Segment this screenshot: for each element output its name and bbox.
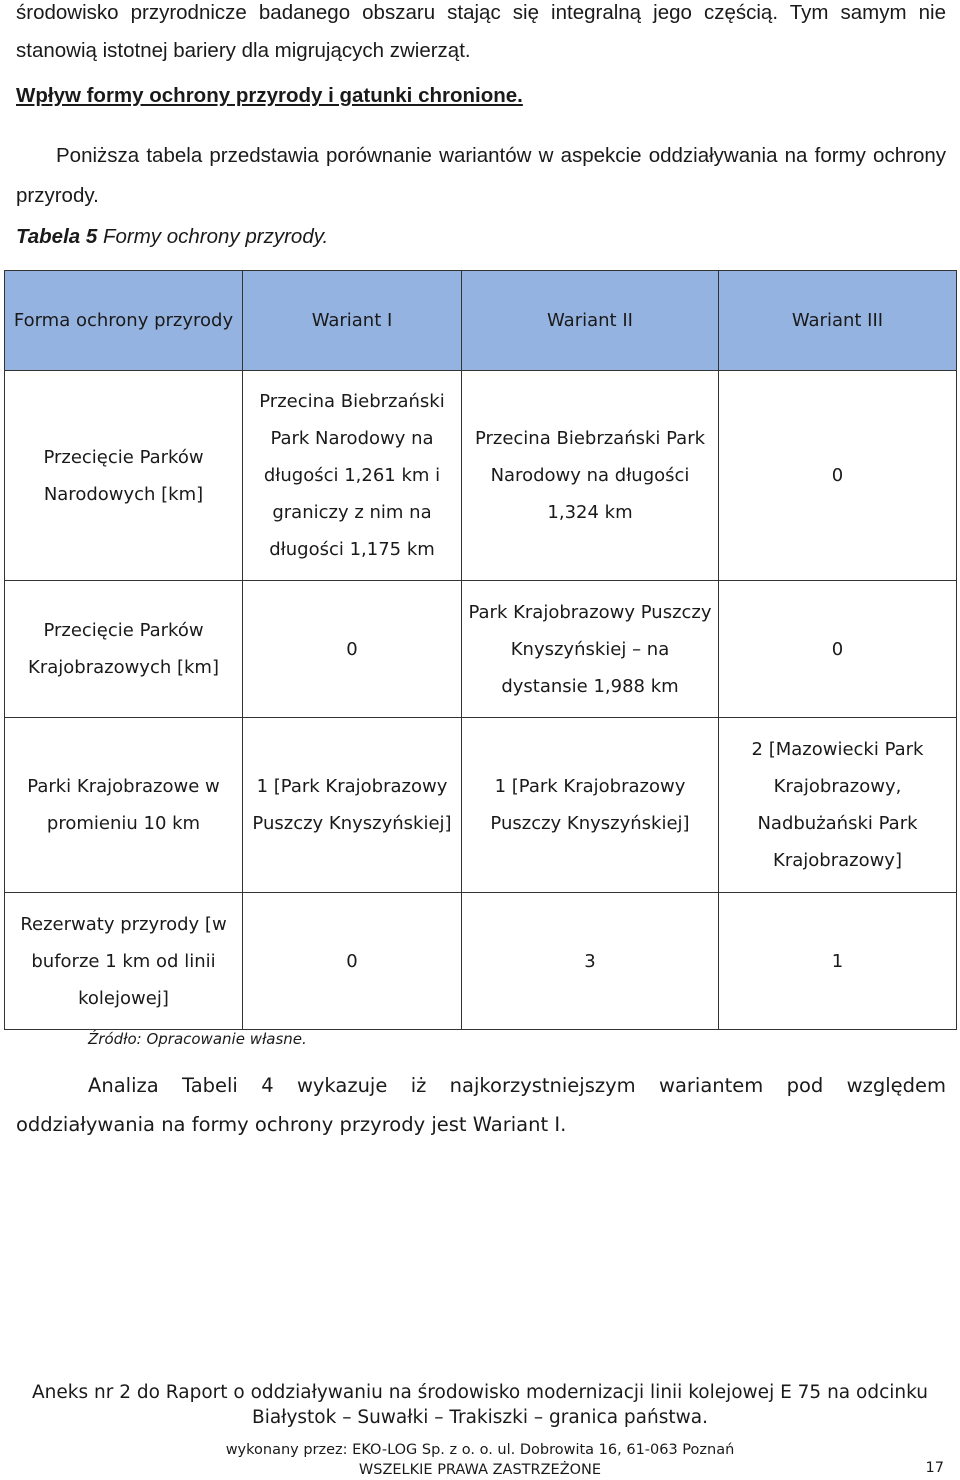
header-variant-3: Wariant III <box>719 271 957 371</box>
page-number: 17 <box>925 1460 944 1476</box>
table-caption-text: Formy ochrony przyrody. <box>97 225 329 248</box>
top-paragraph-line2: stanowią istotnej bariery dla migrujących zwierząt. <box>16 39 471 62</box>
nature-protection-table <box>4 270 957 1030</box>
cell-variant-2: Park Krajobrazowy Puszczy Knyszyńskiej – na dystansie 1,988 km <box>462 581 719 718</box>
cell-variant-1: 0 <box>243 581 462 718</box>
row-label: Przecięcie Parków Krajobrazowych [km] <box>5 581 243 718</box>
footer-title-line2: Białystok – Suwałki – Trakiszki – granica państwa. <box>252 1407 708 1428</box>
footer-credits <box>0 1440 960 1480</box>
header-variant-2: Wariant II <box>462 271 719 371</box>
top-paragraph-line1: środowisko przyrodnicze badanego obszaru stając się integralną jego częścią. Tym samym nie <box>16 1 946 24</box>
header-variant-1: Wariant I <box>243 271 462 371</box>
cell-variant-3: 2 [Mazowiecki Park Krajobrazowy, Nadbużański Park Krajobrazowy] <box>719 718 957 893</box>
table-caption <box>16 225 328 249</box>
footer-title <box>0 1380 960 1430</box>
row-label: Parki Krajobrazowe w promieniu 10 km <box>5 718 243 893</box>
conclusion-paragraph: Analiza Tabeli 4 wykazuje iż najkorzystniejszym wariantem pod względem oddziaływania na formy ochrony przyrody jest Wariant I. <box>16 1074 946 1136</box>
table-row <box>5 893 957 1030</box>
table-row <box>5 371 957 581</box>
header-form: Forma ochrony przyrody <box>5 271 243 371</box>
cell-variant-2: 1 [Park Krajobrazowy Puszczy Knyszyńskiej] <box>462 718 719 893</box>
footer-author: wykonany przez: EKO-LOG Sp. z o. o. ul. Dobrowita 16, 61-063 Poznań <box>225 1442 735 1458</box>
source-note: Źródło: Opracowanie własne. <box>88 1030 307 1048</box>
cell-variant-1: Przecina Biebrzański Park Narodowy na długości 1,261 km i graniczy z nim na długości 1,175 km <box>243 371 462 581</box>
cell-variant-2: Przecina Biebrzański Park Narodowy na długości 1,324 km <box>462 371 719 581</box>
footer-title-line1: Aneks nr 2 do Raport o oddziaływaniu na środowisko modernizacji linii kolejowej E 75 na odcinku <box>32 1382 928 1403</box>
table-caption-label: Tabela 5 <box>16 225 98 248</box>
cell-variant-1: 1 [Park Krajobrazowy Puszczy Knyszyńskiej] <box>243 718 462 893</box>
cell-variant-3: 1 <box>719 893 957 1030</box>
section-heading: Wpływ formy ochrony przyrody i gatunki chronione. <box>16 84 523 107</box>
table-header-row <box>5 271 957 371</box>
cell-variant-1: 0 <box>243 893 462 1030</box>
table-row <box>5 718 957 893</box>
intro-paragraph: Poniższa tabela przedstawia porównanie wariantów w aspekcie oddziaływania na formy ochrony przyrody. <box>16 144 946 207</box>
cell-variant-2: 3 <box>462 893 719 1030</box>
row-label: Przecięcie Parków Narodowych [km] <box>5 371 243 581</box>
top-paragraph <box>16 0 946 70</box>
cell-variant-3: 0 <box>719 581 957 718</box>
cell-variant-3: 0 <box>719 371 957 581</box>
footer-rights: WSZELKIE PRAWA ZASTRZEŻONE <box>358 1462 602 1478</box>
row-label: Rezerwaty przyrody [w buforze 1 km od linii kolejowej] <box>5 893 243 1030</box>
table-row <box>5 581 957 718</box>
